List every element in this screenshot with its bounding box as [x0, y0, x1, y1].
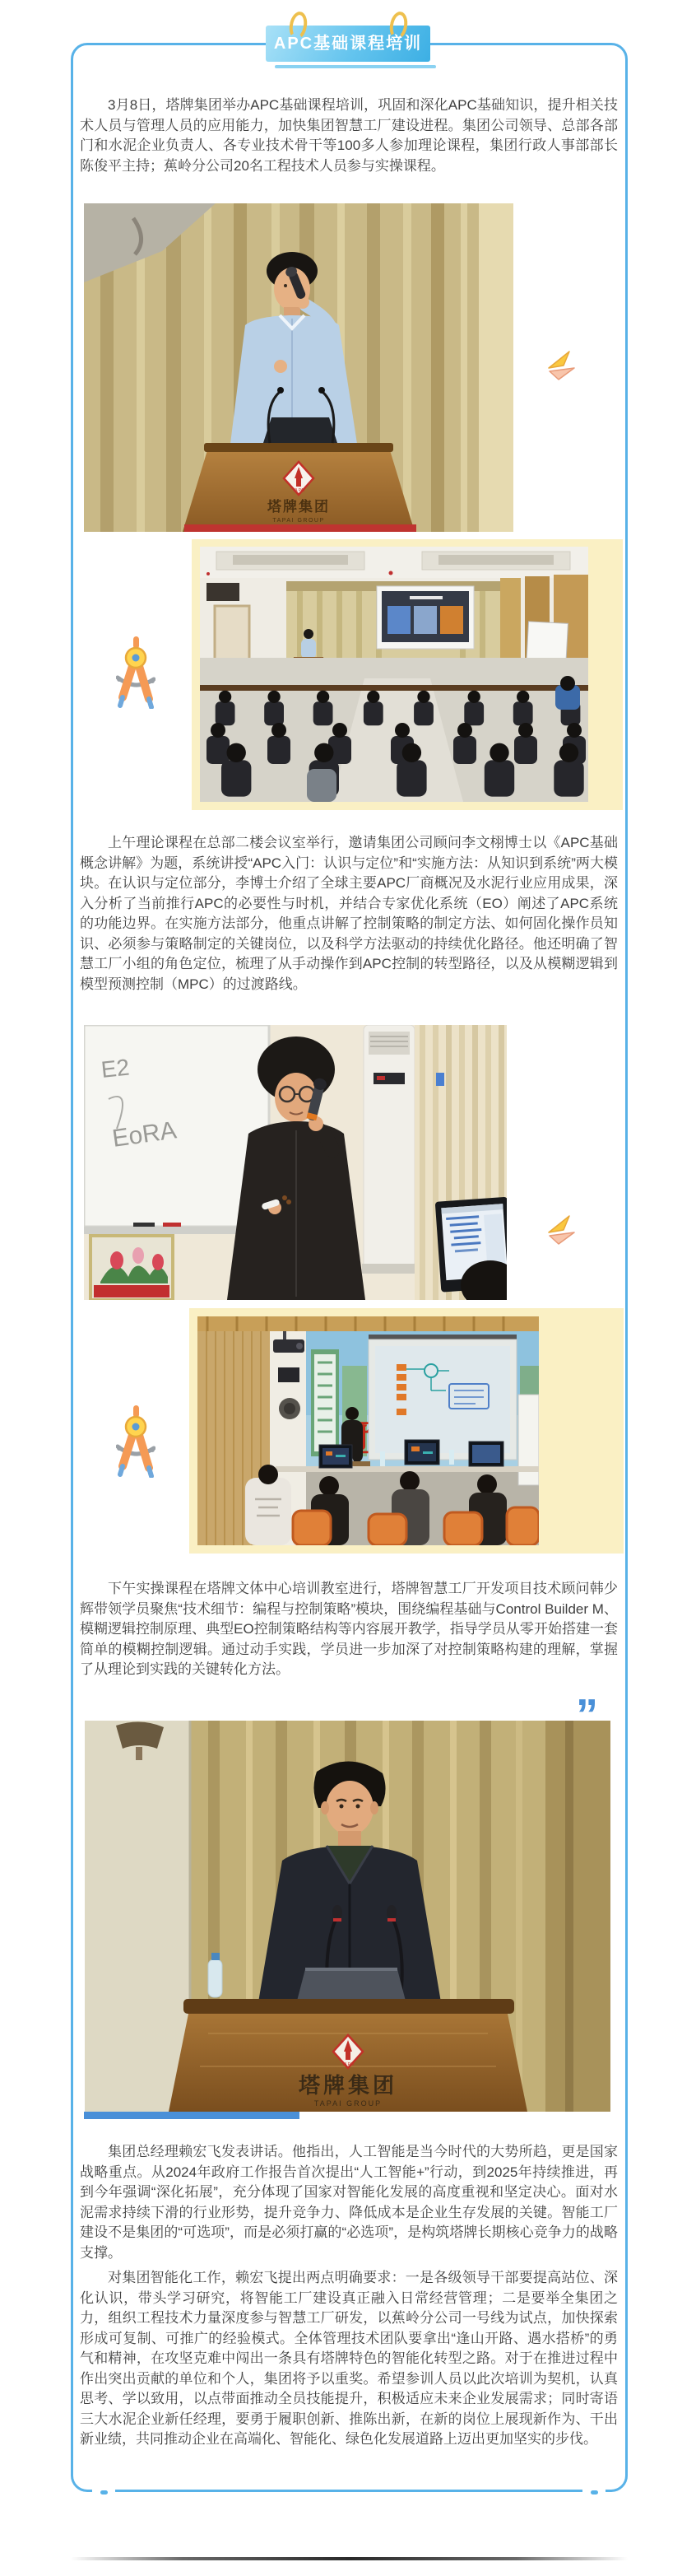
paragraph-3: 下午实操课程在塔牌文体中心培训教室进行，塔牌智慧工厂开发项目技术顾问韩少辉带领学员聚焦“技术细节：编程与控制策略”模块，围绕编程基础与Control Builder M、模糊逻辑控制原理、典型EO控制策略结构等内容展开教学，指导学员从零开始搭建一套简单的模糊控制逻辑。通过动手实践，学员进一步加深了对控制策略构建的理解，掌握了从理论到实践的关键转化方法。 — [80, 1581, 618, 1677]
quote-icon: ” — [576, 1690, 598, 1740]
laptop — [263, 417, 337, 443]
red-banner-strip — [184, 524, 416, 532]
gray-jacket-attendee — [307, 769, 336, 802]
podium — [169, 1999, 527, 2112]
article-title-badge: APC基础课程培训 — [266, 26, 430, 62]
end-divider — [71, 2557, 628, 2560]
photo-accent-bar — [84, 2112, 299, 2119]
photo-trainer-whiteboard[interactable] — [84, 1025, 507, 1300]
photo-training-speaker-1[interactable] — [84, 203, 513, 532]
water-bottle — [380, 1451, 385, 1466]
speaker-box — [206, 583, 239, 601]
air-conditioner — [362, 1025, 416, 1274]
badge-underline — [275, 65, 436, 68]
border-dot — [591, 2490, 598, 2494]
compass-icon — [116, 1405, 155, 1478]
paper-planes-icon — [546, 1215, 576, 1248]
paragraph-5: 对集团智能化工作，赖宏飞提出两点明确要求：一是各级领导干部要提高站位、深化认识，带头学习研究，将智能工厂建设真正融入日常经营管理；二是要举全集团之力，组织工程技术力量深度参与智慧工厂研发，以蕉岭分公司一号线为试点，加快探索形成可复制、可推广的经验模式。全体管理技术团队要拿出“逢山开路、遇水搭桥”的勇气和精神，在攻坚克难中闯出一条具有塔牌特色的智能化转型之路。对于在推进过程中作出突出贡献的单位和个人，集团将予以重奖。希望参训人员以此次培训为契机，认真思考、学以致用，以点带面推动全员技能提升，积极适应未来企业发展需求；同时寄语三大水泥企业新任经理，要勇于履职创新、推陈出新，在新的岗位上展现新作为、干出新业绩，共同推动企业在高端化、智能化、绿色化发展道路上迈出更加坚实的步伐。 — [80, 2270, 618, 2447]
podium-cn-text: 塔牌集团 — [298, 2073, 398, 2098]
podium-en-text: TAPAI GROUP — [272, 518, 325, 524]
svg-text:TA PAI: TA PAI — [341, 2062, 355, 2067]
border-dot — [100, 2490, 108, 2494]
svg-text:TA PAI: TA PAI — [292, 488, 305, 493]
svg-text:EoRA: EoRA — [110, 1116, 179, 1153]
paragraph-4: 集团总经理赖宏飞发表讲话。他指出，人工智能是当今时代的大势所趋，更是国家战略重点。从2024年政府工作报告首次提出“人工智能+”行动，到2025年持续推进，再到今年强调“深化拓展”，充分体现了国家对智能化发展的高度重视和坚定决心。面对水泥需求持续下滑的行业形势，提升竞争力、降低成本是企业生存发展的关键。智能工厂建设不是集团的“可选项”，而是必须打赢的“必选项”，是构筑塔牌长期核心竞争力的战略支撑。 — [80, 2144, 618, 2261]
podium-en-text: TAPAI GROUP — [313, 2099, 383, 2108]
photo-panel-yellow — [189, 1308, 624, 1554]
compass-icon — [116, 636, 155, 709]
photo-panel-yellow — [192, 539, 623, 810]
projection-screen — [369, 1335, 517, 1460]
paper-planes-icon — [546, 351, 576, 384]
wall-speaker — [278, 1367, 299, 1382]
plaster-wall — [85, 1721, 190, 2112]
paragraph-2: 上午理论课程在总部二楼会议室举行，邀请集团公司顾问李文栩博士以《APC基础概念讲解》为题，系统讲授“APC入门：认识与定位”和“实施方法：从知识到系统”两大模块。在认识与定位部分，李博士介绍了全球主要APC厂商概况及水泥行业应用成果，深入分析了当前推行APC的必要性与时机，并结合专家优化系统（EO）阐述了APC系统的功能边界。在实施方法部分，他重点讲解了控制策略的制定方法、如何固化操作员知识、必须参与策略制定的关键岗位，以及科学方法驱动的持续优化路径。他还明确了智慧工厂小组的角色定位，梳理了从手动操作到APC控制的转型路径，以及从模糊逻辑到模型预测控制（MPC）的过渡路线。 — [80, 835, 618, 992]
photo-manager-speech[interactable] — [85, 1721, 610, 2112]
paragraph-1: 3月8日，塔牌集团举办APC基础课程培训，巩固和深化APC基础知识，提升相关技术人员与管理人员的应用能力，加快集团智慧工厂建设进程。集团公司领导、总部各部门和水泥企业负责人、各专业技术骨干等100多人参加理论课程，集团行政人事部部长陈俊平主持；蕉岭分公司20名工程技术人员参与实操课程。 — [80, 97, 618, 174]
podium-cn-text: 塔牌集团 — [267, 499, 330, 515]
projection-screen — [377, 586, 474, 649]
photo-theory-classroom[interactable] — [200, 547, 588, 802]
photo-practice-classroom[interactable] — [197, 1316, 539, 1545]
svg-text:E2: E2 — [100, 1054, 131, 1083]
blue-tag — [436, 1073, 444, 1086]
desk-row — [200, 685, 588, 691]
tulip-poster — [90, 1236, 173, 1300]
water-bottle — [449, 1450, 454, 1465]
